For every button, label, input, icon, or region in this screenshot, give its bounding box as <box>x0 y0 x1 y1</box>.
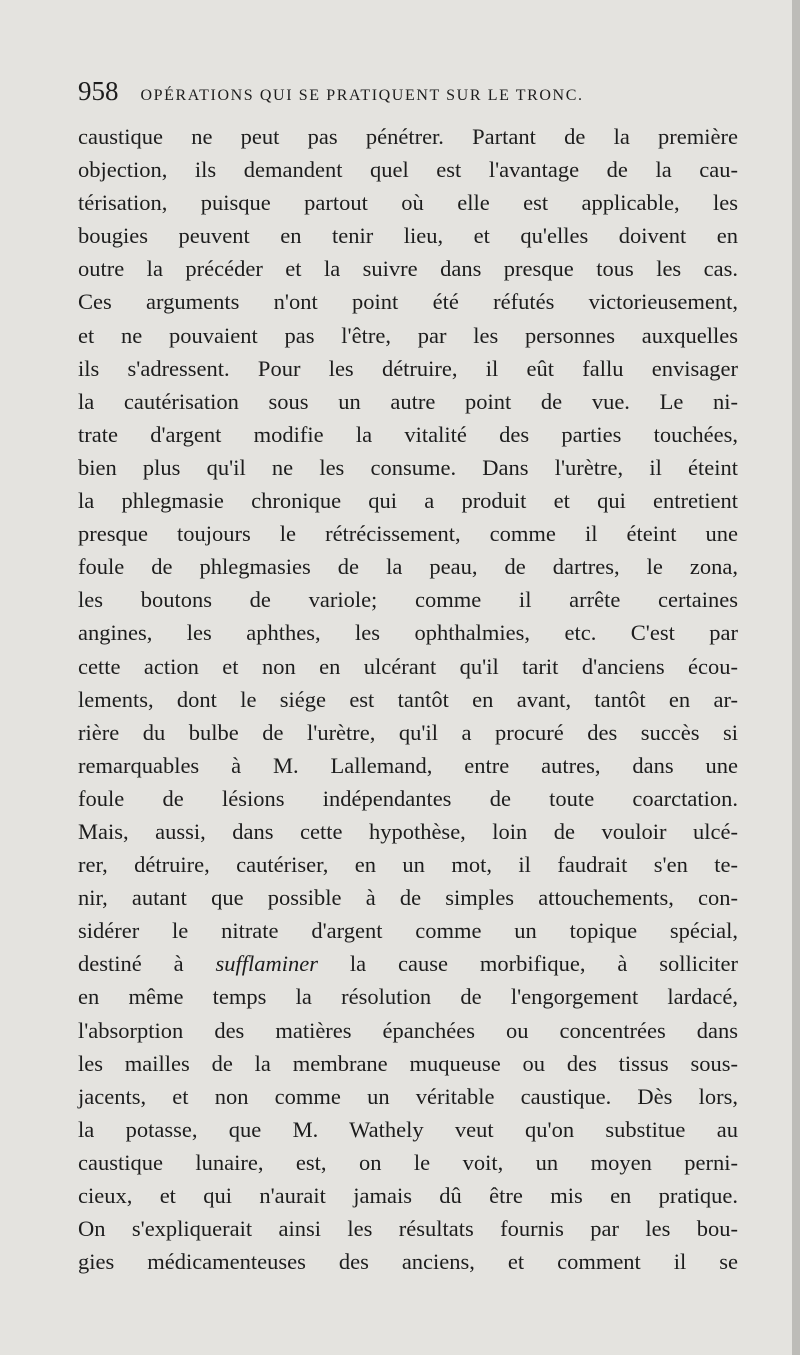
text-line: lements, dont le siége est tantôt en avant, tantôt en ar- <box>78 686 738 712</box>
text-line: foule de phlegmasies de la peau, de dartres, le zona, <box>78 554 738 580</box>
text-line: objection, ils demandent quel est l'avantage de la cau- <box>78 157 738 183</box>
line-segment: destiné à <box>78 951 216 977</box>
body-text <box>78 120 738 1278</box>
text-line: cieux, et qui n'aurait jamais dû être mis en pratique. <box>78 1183 738 1208</box>
line-segment: la cause morbifique, à solliciter <box>318 951 738 977</box>
text-line: trate d'argent modifie la vitalité des parties touchées, <box>78 421 738 447</box>
text-line: bougies peuvent en tenir lieu, et qu'elles doivent en <box>78 223 738 249</box>
text-line: la potasse, que M. Wathely veut qu'on substitue au <box>78 1116 738 1142</box>
page-number: 958 <box>78 76 119 106</box>
text-line: caustique lunaire, est, on le voit, un moyen perni- <box>78 1149 738 1175</box>
text-line: rer, détruire, cautériser, en un mot, il faudrait s'en te- <box>78 852 738 878</box>
text-line: sidérer le nitrate d'argent comme un topique spécial, <box>78 918 738 944</box>
text-line: Ces arguments n'ont point été réfutés victorieusement, <box>78 289 738 315</box>
text-line: Mais, aussi, dans cette hypothèse, loin de vouloir ulcé- <box>78 818 738 844</box>
text-line: foule de lésions indépendantes de toute coarctation. <box>78 785 738 811</box>
text-line: On s'expliquerait ainsi les résultats fournis par les bou- <box>78 1216 738 1242</box>
text-line: en même temps la résolution de l'engorgement lardacé, <box>78 984 738 1010</box>
text-line: outre la précéder et la suivre dans presque tous les cas. <box>78 256 738 282</box>
text-line: bien plus qu'il ne les consume. Dans l'urètre, il éteint <box>78 454 738 480</box>
text-line: l'absorption des matières épanchées ou concentrées dans <box>78 1017 738 1043</box>
text-line: les boutons de variole; comme il arrête certaines <box>78 587 738 613</box>
page-header <box>78 76 738 116</box>
running-title: OPÉRATIONS QUI SE PRATIQUENT SUR LE TRONC. <box>140 87 584 104</box>
italic-word: sufflaminer <box>215 951 319 977</box>
text-line: ils s'adressent. Pour les détruire, il eût fallu envisager <box>78 355 738 381</box>
text-line-with-italic <box>78 947 738 980</box>
text-line: caustique ne peut pas pénétrer. Partant de la première <box>78 124 738 149</box>
text-line: jacents, et non comme un véritable caustique. Dès lors, <box>78 1083 738 1109</box>
text-line: angines, les aphthes, les ophthalmies, etc. C'est par <box>78 620 738 646</box>
text-line: rière du bulbe de l'urètre, qu'il a procuré des succès si <box>78 719 738 745</box>
text-line: les mailles de la membrane muqueuse ou des tissus sous- <box>78 1050 738 1076</box>
text-line: nir, autant que possible à de simples attouchements, con- <box>78 885 738 911</box>
text-line: remarquables à M. Lallemand, entre autres, dans une <box>78 752 738 778</box>
text-line: cette action et non en ulcérant qu'il tarit d'anciens écou- <box>78 653 738 679</box>
text-line: la cautérisation sous un autre point de vue. Le ni- <box>78 388 738 414</box>
text-line: térisation, puisque partout où elle est applicable, les <box>78 190 738 216</box>
text-line: presque toujours le rétrécissement, comme il éteint une <box>78 521 738 547</box>
text-line: gies médicamenteuses des anciens, et comment il se <box>78 1249 738 1275</box>
text-line: la phlegmasie chronique qui a produit et qui entretient <box>78 488 738 514</box>
page-edge <box>792 0 800 1355</box>
text-line: et ne pouvaient pas l'être, par les personnes auxquelles <box>78 322 738 348</box>
